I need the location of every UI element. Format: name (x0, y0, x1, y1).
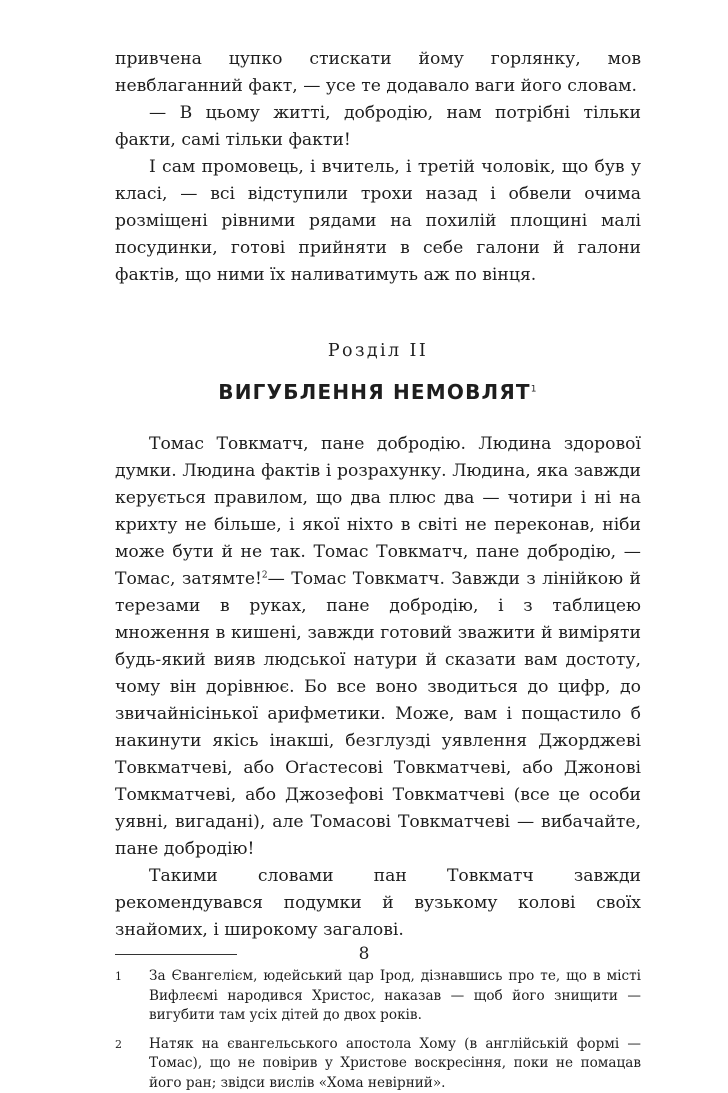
paragraph: Такими словами пан Товкматч завжди рекомендувався подумки й вузькому колові своїх знайомих, і широкому загалові. (115, 863, 641, 944)
paragraph: — В цьому житті, добродію, нам потрібні тільки факти, самі тільки факти! (115, 100, 641, 154)
page-number: 8 (0, 944, 728, 964)
footnote-text: За Євангелієм, юдейський цар Ірод, дізнавшись про те, що в місті Вифлеємі народився Христос, наказав — щоб його знищити — вигубити там усіх дітей до двох років. (149, 968, 641, 1023)
paragraph: привчена цупко стискати йому горлянку, мов невблаганний факт, — усе те додавало ваги його словам. (115, 46, 641, 100)
chapter-text (115, 431, 641, 944)
footnote (115, 1035, 641, 1093)
footnote-text: Натяк на євангельського апостола Хому (в англійській формі — Томас), що не повірив у Христове воскресіння, поки не помацав його ран; звідси вислів «Хома невірний». (149, 1036, 641, 1091)
footnote-ref-2: 2 (262, 570, 268, 580)
chapter-title-text: ВИГУБЛЕННЯ НЕМОВЛЯТ (218, 380, 531, 404)
footnote-number: 2 (115, 1035, 122, 1055)
paragraph (115, 431, 641, 863)
chapter-label: Розділ II (115, 338, 641, 365)
footnote-number: 1 (115, 967, 122, 987)
paragraph-part: Томас Товкматч, пане добродію. Людина здорової думки. Людина фактів і розрахунку. Людина, яка завжди керується правилом, що два плюс два — чотири і ні на крихту не більше, і якої ніхто в світі не переконав, ніби може бути й не так. Томас Товкматч, пане добродію, — Томас, затямте! (115, 434, 641, 589)
footnotes (115, 967, 641, 1093)
chapter-title (115, 378, 641, 406)
continuation-text (115, 46, 641, 289)
footnote-ref-1: 1 (531, 384, 538, 394)
paragraph-part: — Томас Товкматч. Завжди з лінійкою й терезами в руках, пане добродію, і з таблицею множення в кишені, завжди готовий зважити й виміряти будь-який вияв людської натури й сказати вам достоту, чому він дорівнює. Бо все воно зводиться до цифр, до звичайнісінької арифметики. Може, вам і пощастило б накинути якісь інакші, безглузді уявлення Джорджеві Товкматчеві, або Оґастесові Товкматчеві, або Джонові Томкматчеві, або Джозефові Товкматчеві (все це особи уявні, вигадані), але Томасові Товкматчеві — вибачайте, пане добродію! (115, 569, 641, 859)
paragraph: І сам промовець, і вчитель, і третій чоловік, що був у класі, — всі відступили трохи назад і обвели очима розміщені рівними рядами на похилій площині малі посудинки, готові прийняти в себе галони й галони фактів, що ними їх наливатимуть аж по вінця. (115, 154, 641, 289)
footnote (115, 967, 641, 1026)
